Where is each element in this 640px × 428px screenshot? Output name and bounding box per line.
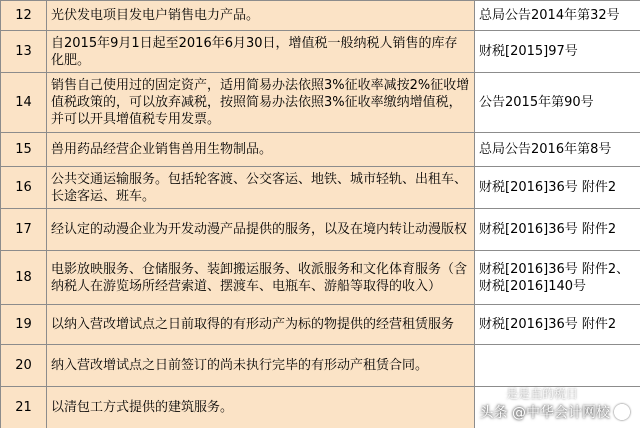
reference-cell[interactable]: 总局公告2014年第32号 <box>475 1 640 31</box>
table-row <box>1 209 640 251</box>
description-cell[interactable]: 以纳入营改增试点之日前取得的有形动产为标的物提供的经营租赁服务 <box>47 305 475 345</box>
reference-cell[interactable]: 公告2015年第90号 <box>475 73 640 133</box>
reference-cell[interactable]: 财税[2016]36号 附件2 <box>475 209 640 251</box>
table-row <box>1 133 640 167</box>
row-number-cell[interactable]: 20 <box>1 345 47 387</box>
table-row <box>1 167 640 209</box>
table-row <box>1 345 640 387</box>
reference-cell[interactable] <box>475 251 640 305</box>
description-cell[interactable]: 兽用药品经营企业销售兽用生物制品。 <box>47 133 475 167</box>
reference-line: 财税[2016]36号 附件2、 <box>479 261 630 277</box>
description-cell[interactable]: 经认定的动漫企业为开发动漫产品提供的服务，以及在境内转让动漫版权 <box>47 209 475 251</box>
row-number-cell[interactable]: 14 <box>1 73 47 133</box>
watermark-text: 头条 @中华会计网校 <box>479 405 610 421</box>
reference-cell[interactable] <box>475 387 640 428</box>
description-cell[interactable]: 销售自己使用过的固定资产，适用简易办法依照3%征收率减按2%征收增值税政策的，可以放弃减税，按照简易办法依照3%征收率缴纳增值税，并可以开具增值税专用发票。 <box>47 73 475 133</box>
description-cell[interactable]: 电影放映服务、仓储服务、装卸搬运服务、收派服务和文化体育服务（含纳税人在游览场所经营索道、摆渡车、电瓶车、游船等取得的收入） <box>47 251 475 305</box>
description-cell[interactable]: 自2015年9月1日起至2016年6月30日，增值税一般纳税人销售的库存化肥。 <box>47 31 475 73</box>
row-number-cell[interactable]: 16 <box>1 167 47 209</box>
reference-cell[interactable] <box>475 345 640 387</box>
reference-cell[interactable]: 财税[2016]36号 附件2 <box>475 167 640 209</box>
table-row <box>1 1 640 31</box>
watermark-faint-text: 是是直的税日 <box>505 387 578 401</box>
table-row <box>1 251 640 305</box>
row-number-cell[interactable]: 13 <box>1 31 47 73</box>
description-cell[interactable]: 公共交通运输服务。包括轮客渡、公交客运、地铁、城市轻轨、出租车、长途客运、班车。 <box>47 167 475 209</box>
reference-cell[interactable]: 财税[2015]97号 <box>475 31 640 73</box>
reference-cell[interactable]: 财税[2016]36号 附件2 <box>475 305 640 345</box>
row-number-cell[interactable]: 15 <box>1 133 47 167</box>
description-cell[interactable]: 光伏发电项目发电户销售电力产品。 <box>47 1 475 31</box>
reference-cell[interactable]: 总局公告2016年第8号 <box>475 133 640 167</box>
description-cell[interactable]: 以清包工方式提供的建筑服务。 <box>47 387 475 428</box>
description-cell[interactable]: 纳入营改增试点之日前签订的尚未执行完毕的有形动产租赁合同。 <box>47 345 475 387</box>
reference-line: 财税[2016]140号 <box>479 278 587 294</box>
table-row <box>1 31 640 73</box>
table-row <box>1 73 640 133</box>
row-number-cell[interactable]: 19 <box>1 305 47 345</box>
row-number-cell[interactable]: 18 <box>1 251 47 305</box>
row-number-cell[interactable]: 21 <box>1 387 47 428</box>
table-row <box>1 387 640 428</box>
table-row <box>1 305 640 345</box>
row-number-cell[interactable]: 12 <box>1 1 47 31</box>
row-number-cell[interactable]: 17 <box>1 209 47 251</box>
